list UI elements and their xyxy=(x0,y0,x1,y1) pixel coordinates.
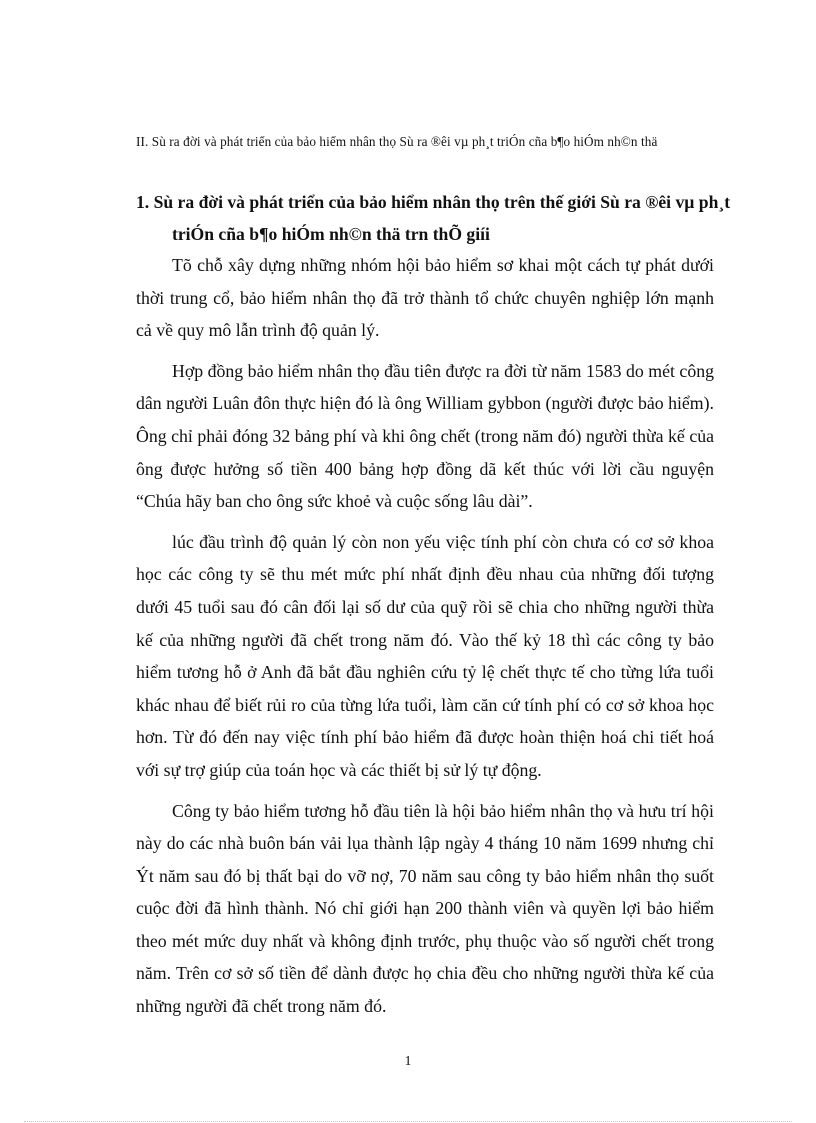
paragraph-2: Hợp đồng bảo hiểm nhân thọ đầu tiên được ra đời từ năm 1583 do mét công dân người Luân đôn thực hiện đó là ông William gybbon (người được bảo hiểm). Ông chỉ phải đóng 32 bảng phí và khi ông chết (trong năm đó) người thừa kế của ông được hưởng số tiền 400 bảng hợp đồng dã kết thúc với lời cầu nguyện “Chúa hãy ban cho ông sức khoẻ và cuộc sống lâu dài”. xyxy=(136,360,714,512)
section-heading: II. Sù ra đời và phát triển của bảo hiểm nhân thọ Sù ra ®êi vµ ph¸t triÓn cña b¶o hiÓm nh©n thä xyxy=(136,134,658,149)
paragraph-4: Công ty bảo hiểm tương hỗ đầu tiên là hội bảo hiểm nhân thọ và hưu trí hội này do các nhà buôn bán vải lụa thành lập ngày 4 tháng 10 năm 1699 nhưng chỉ Ýt năm sau đó bị thất bại do vỡ nợ, 70 năm sau công ty bảo hiểm nhân thọ suốt cuộc đời đã hình thành. Nó chỉ giới hạn 200 thành viên và quyền lợi bảo hiểm theo mét mức duy nhất và không định trước, phụ thuộc vào số người chết trong năm. Trên cơ sở số tiền để dành được họ chia đều cho những người thừa kế của những người đã chết trong năm đó. xyxy=(136,800,714,1017)
paragraph-1: Tõ chỗ xây dựng những nhóm hội bảo hiểm sơ khai một cách tự phát dưới thời trung cổ, bảo hiểm nhân thọ đã trở thành tổ chức chuyên nghiệp lớn mạnh cả về quy mô lẫn trình độ quản lý. xyxy=(136,255,714,341)
paragraph-3: lúc đầu trình độ quản lý còn non yếu việc tính phí còn chưa có cơ sở khoa học các công ty sẽ thu mét mức phí nhất định đều nhau của những đối tượng dưới 45 tuổi sau đó cân đối lại số dư của quỹ rồi sẽ chia cho những người thừa kế của những người đã chết trong năm đó. Vào thế kỷ 18 thì các công ty bảo hiểm tương hỗ ở Anh đã bắt đầu nghiên cứu tỷ lệ chết thực tế cho từng lứa tuổi khác nhau để biết rủi ro của từng lứa tuổi, làm căn cứ tính phí có cơ sở khoa học hơn. Từ đó đến nay việc tính phí bảo hiểm đã được hoàn thiện hoá chi tiết hoá với sự trợ giúp của toán học và các thiết bị sử lý tự động. xyxy=(136,531,714,780)
page-number: 1 xyxy=(404,1054,412,1069)
page-bottom-divider xyxy=(24,1121,792,1122)
body-text xyxy=(136,249,714,1031)
subsection-heading: 1. Sù ra đời và phát triển của bảo hiểm nhân thọ trên thế giới Sù ra ®êi vµ ph¸t triÓn cña b¶o hiÓm nh©n thä trn thÕ giíi xyxy=(136,192,731,244)
